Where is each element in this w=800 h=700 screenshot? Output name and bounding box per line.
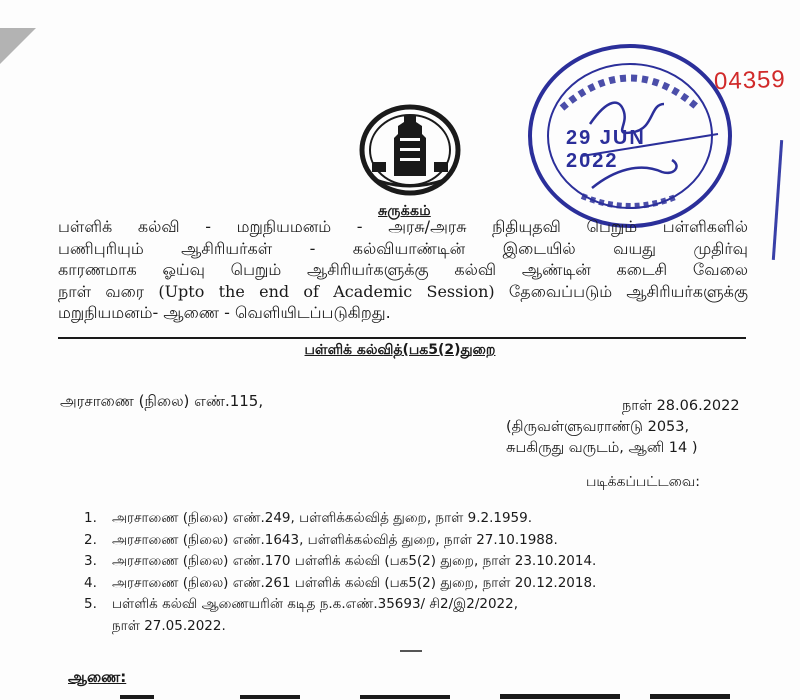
go-date: நாள் 28.06.2022: [622, 398, 740, 414]
subject-abstract: [58, 216, 748, 324]
read-heading: படிக்கப்பட்டவை:: [586, 474, 700, 490]
cut-off-text-line: [120, 692, 740, 700]
go-number: அரசாணை (நிலை) எண்.115,: [60, 392, 264, 410]
order-label: ஆணை:: [68, 668, 127, 686]
inward-number-stamp: 04359: [713, 65, 787, 96]
reference-text: அரசாணை (நிலை) எண்.261 பள்ளிக் கல்வி (பக5(2) துறை, நாள் 20.12.2018.: [112, 574, 597, 591]
margin-pen-mark: [772, 140, 783, 260]
reference-number: 5.: [84, 596, 97, 613]
subject-line: காரணமாக ஓய்வு பெறும் ஆசிரியர்களுக்கு கல்வி ஆண்டின் கடைசி வேலை: [58, 260, 748, 279]
subject-line-4-prefix: நாள் வரை: [58, 281, 159, 301]
subject-line: [58, 281, 748, 303]
reference-number: 2.: [84, 531, 97, 548]
list-item: [84, 551, 744, 573]
tamil-year: (திருவள்ளுவராண்டு 2053,: [506, 419, 690, 435]
list-item: [84, 573, 744, 595]
subject-divider: [58, 337, 746, 339]
reference-text: அரசாணை (நிலை) எண்.1643, பள்ளிக்கல்வித் துறை, நாள் 27.10.1988.: [112, 531, 558, 548]
list-item: [84, 508, 744, 530]
tamil-month: சுபகிருது வருடம், ஆனி 14 ): [506, 440, 698, 456]
list-item: [84, 594, 744, 637]
scan-corner-shade: [0, 28, 36, 64]
subject-line-4-suffix: தேவைப்படும் ஆசிரியர்களுக்கு: [494, 281, 748, 301]
reference-text: அரசாணை (நிலை) எண்.249, பள்ளிக்கல்வித் துறை, நாள் 9.2.1959.: [112, 510, 533, 526]
stamp-date: 29 JUN 2022: [566, 127, 646, 172]
reference-number: 1.: [84, 510, 97, 526]
subject-heading: சுருக்கம்: [378, 203, 431, 219]
subject-line: பணிபுரியும் ஆசிரியர்கள் - கல்வியாண்டின் இடையில் வயது முதிர்வு: [58, 238, 748, 258]
subject-line: பள்ளிக் கல்வி - மறுநியமனம் - அரசு/அரசு நிதியுதவி பெறும் பள்ளிகளில்: [58, 217, 748, 236]
subject-line-4-english: (Upto the end of Academic Session): [158, 281, 495, 301]
tamil-nadu-emblem-icon: [358, 104, 462, 196]
go-date-block: [506, 396, 746, 459]
section-divider: [400, 650, 422, 652]
reference-number: 4.: [84, 574, 97, 591]
reference-text: பள்ளிக் கல்வி ஆணையரின் கடித ந.க.எண்.35693/ சி2/இ2/2022,: [112, 596, 519, 613]
subject-line: மறுநியமனம்- ஆணை - வெளியிடப்படுகிறது.: [58, 303, 391, 322]
reference-number: 3.: [84, 553, 97, 570]
reference-text-continued: நாள் 27.05.2022.: [112, 617, 226, 634]
reference-text: அரசாணை (நிலை) எண்.170 பள்ளிக் கல்வி (பக5(2) துறை, நாள் 23.10.2014.: [112, 553, 597, 570]
department-title: பள்ளிக் கல்வித்(பக5(2)துறை: [304, 342, 496, 358]
list-item: [84, 530, 744, 552]
references-list: [84, 508, 744, 638]
